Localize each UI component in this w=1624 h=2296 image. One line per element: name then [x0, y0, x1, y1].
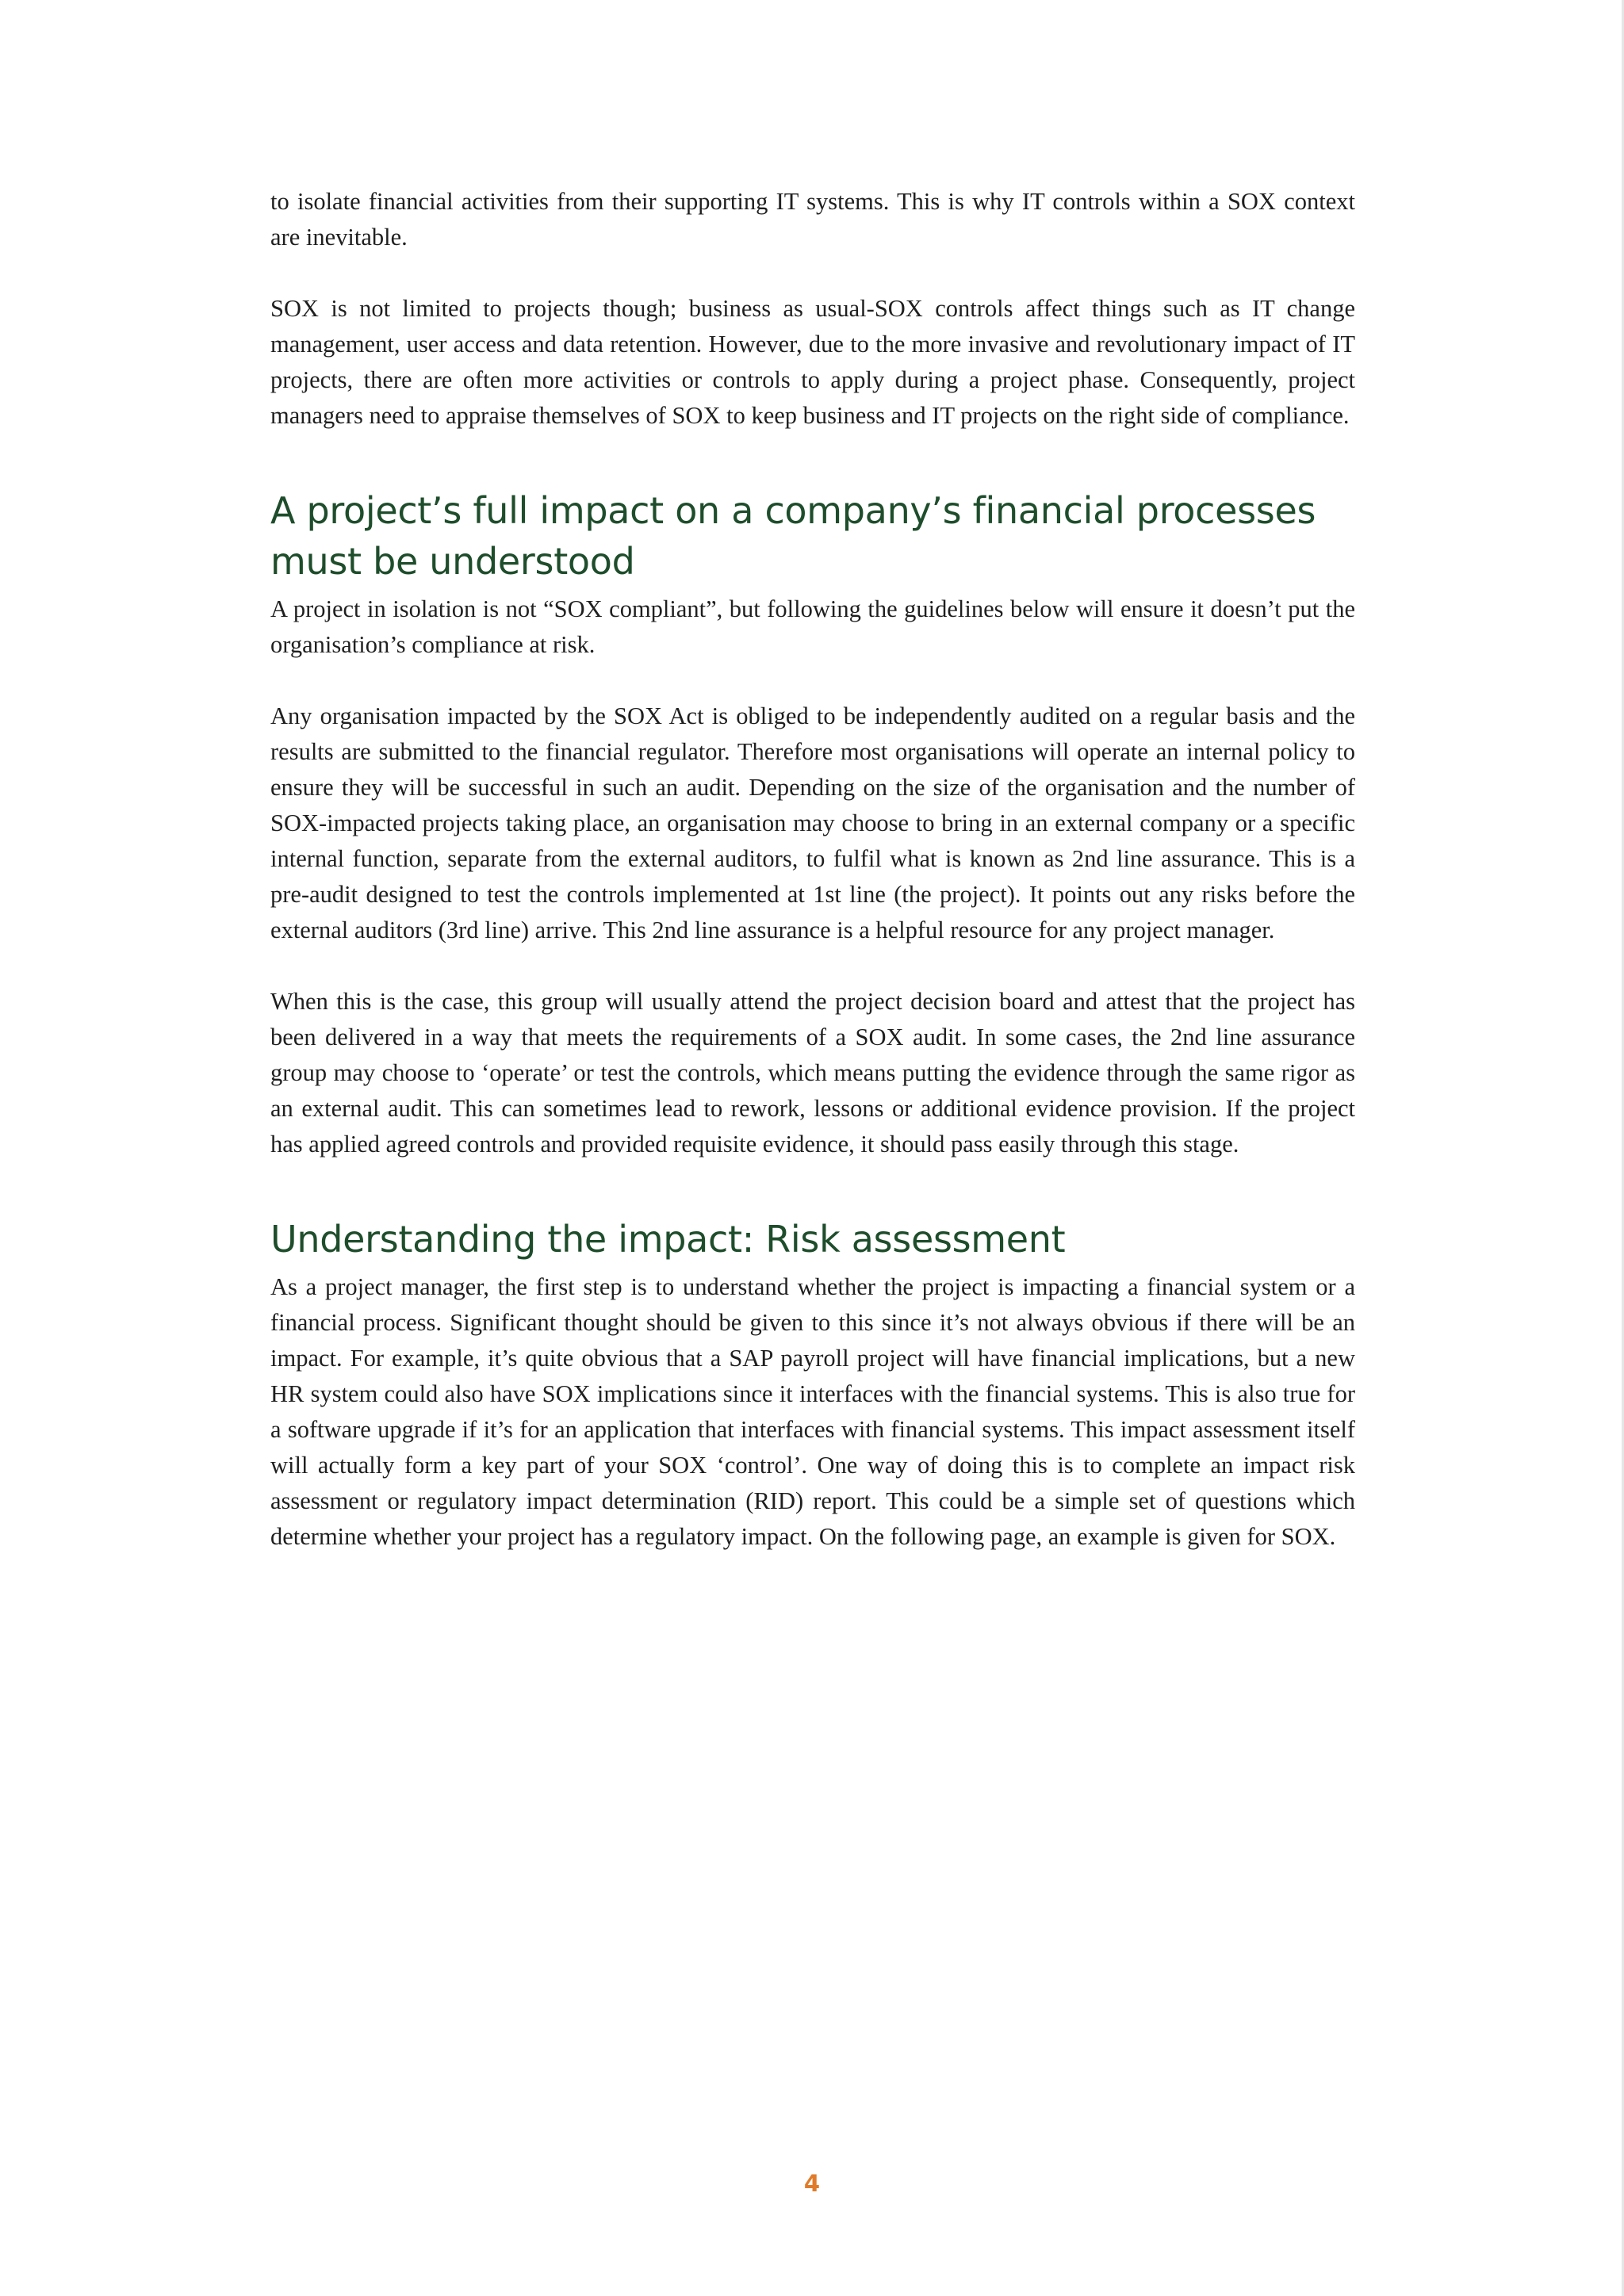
section-heading: A project’s full impact on a company’s financial processes must be understood	[270, 489, 1316, 583]
page-number: 4	[803, 2170, 821, 2197]
section-heading: Understanding the impact: Risk assessment	[270, 1218, 1066, 1261]
body-paragraph: A project in isolation is not “SOX compliant”, but following the guidelines below will ensure it doesn’t put the organisation’s compliance at risk.	[270, 595, 1355, 658]
body-paragraph: Any organisation impacted by the SOX Act is obliged to be independently audited on a regular basis and the results are submitted to the financial regulator. Therefore most organisations will operate an internal policy to ensure they will be successful in such an audit. Depending on the size of the organisation and the number of SOX-impacted projects taking place, an organisation may choose to bring in an external company or a specific internal function, separate from the external auditors, to fulfil what is known as 2nd line assurance. This is a pre-audit designed to test the controls implemented at 1st line (the project). It points out any risks before the external auditors (3rd line) arrive. This 2nd line assurance is a helpful resource for any project manager.	[270, 702, 1355, 943]
body-paragraph: SOX is not limited to projects though; business as usual-SOX controls affect things such as IT change management, user access and data retention. However, due to the more invasive and revolutionary impact of IT projects, there are often more activities or controls to apply during a project phase. Consequently, project managers need to appraise themselves of SOX to keep business and IT projects on the right side of compliance.	[270, 295, 1355, 429]
body-paragraph: As a project manager, the first step is to understand whether the project is impacting a financial system or a financial process. Significant thought should be given to this since it’s not always obvious if there will be an impact. For example, it’s quite obvious that a SAP payroll project will have financial implications, but a new HR system could also have SOX implications since it interfaces with the financial systems. This is also true for a software upgrade if it’s for an application that interfaces with financial systems. This impact assessment itself will actually form a key part of your SOX ‘control’. One way of doing this is to complete an impact risk assessment or regulatory impact determination (RID) report. This could be a simple set of questions which determine whether your project has a regulatory impact. On the following page, an example is given for SOX.	[270, 1273, 1355, 1550]
body-paragraph: to isolate financial activities from their supporting IT systems. This is why IT controls within a SOX context are inevitable.	[270, 188, 1355, 251]
body-paragraph: When this is the case, this group will usually attend the project decision board and attest that the project has been delivered in a way that meets the requirements of a SOX audit. In some cases, the 2nd line assurance group may choose to ‘operate’ or test the controls, which means putting the evidence through the same rigor as an external audit. This can sometimes lead to rework, lessons or additional evidence provision. If the project has applied agreed controls and provided requisite evidence, it should pass easily through this stage.	[270, 988, 1355, 1158]
page-content	[270, 184, 1355, 1590]
